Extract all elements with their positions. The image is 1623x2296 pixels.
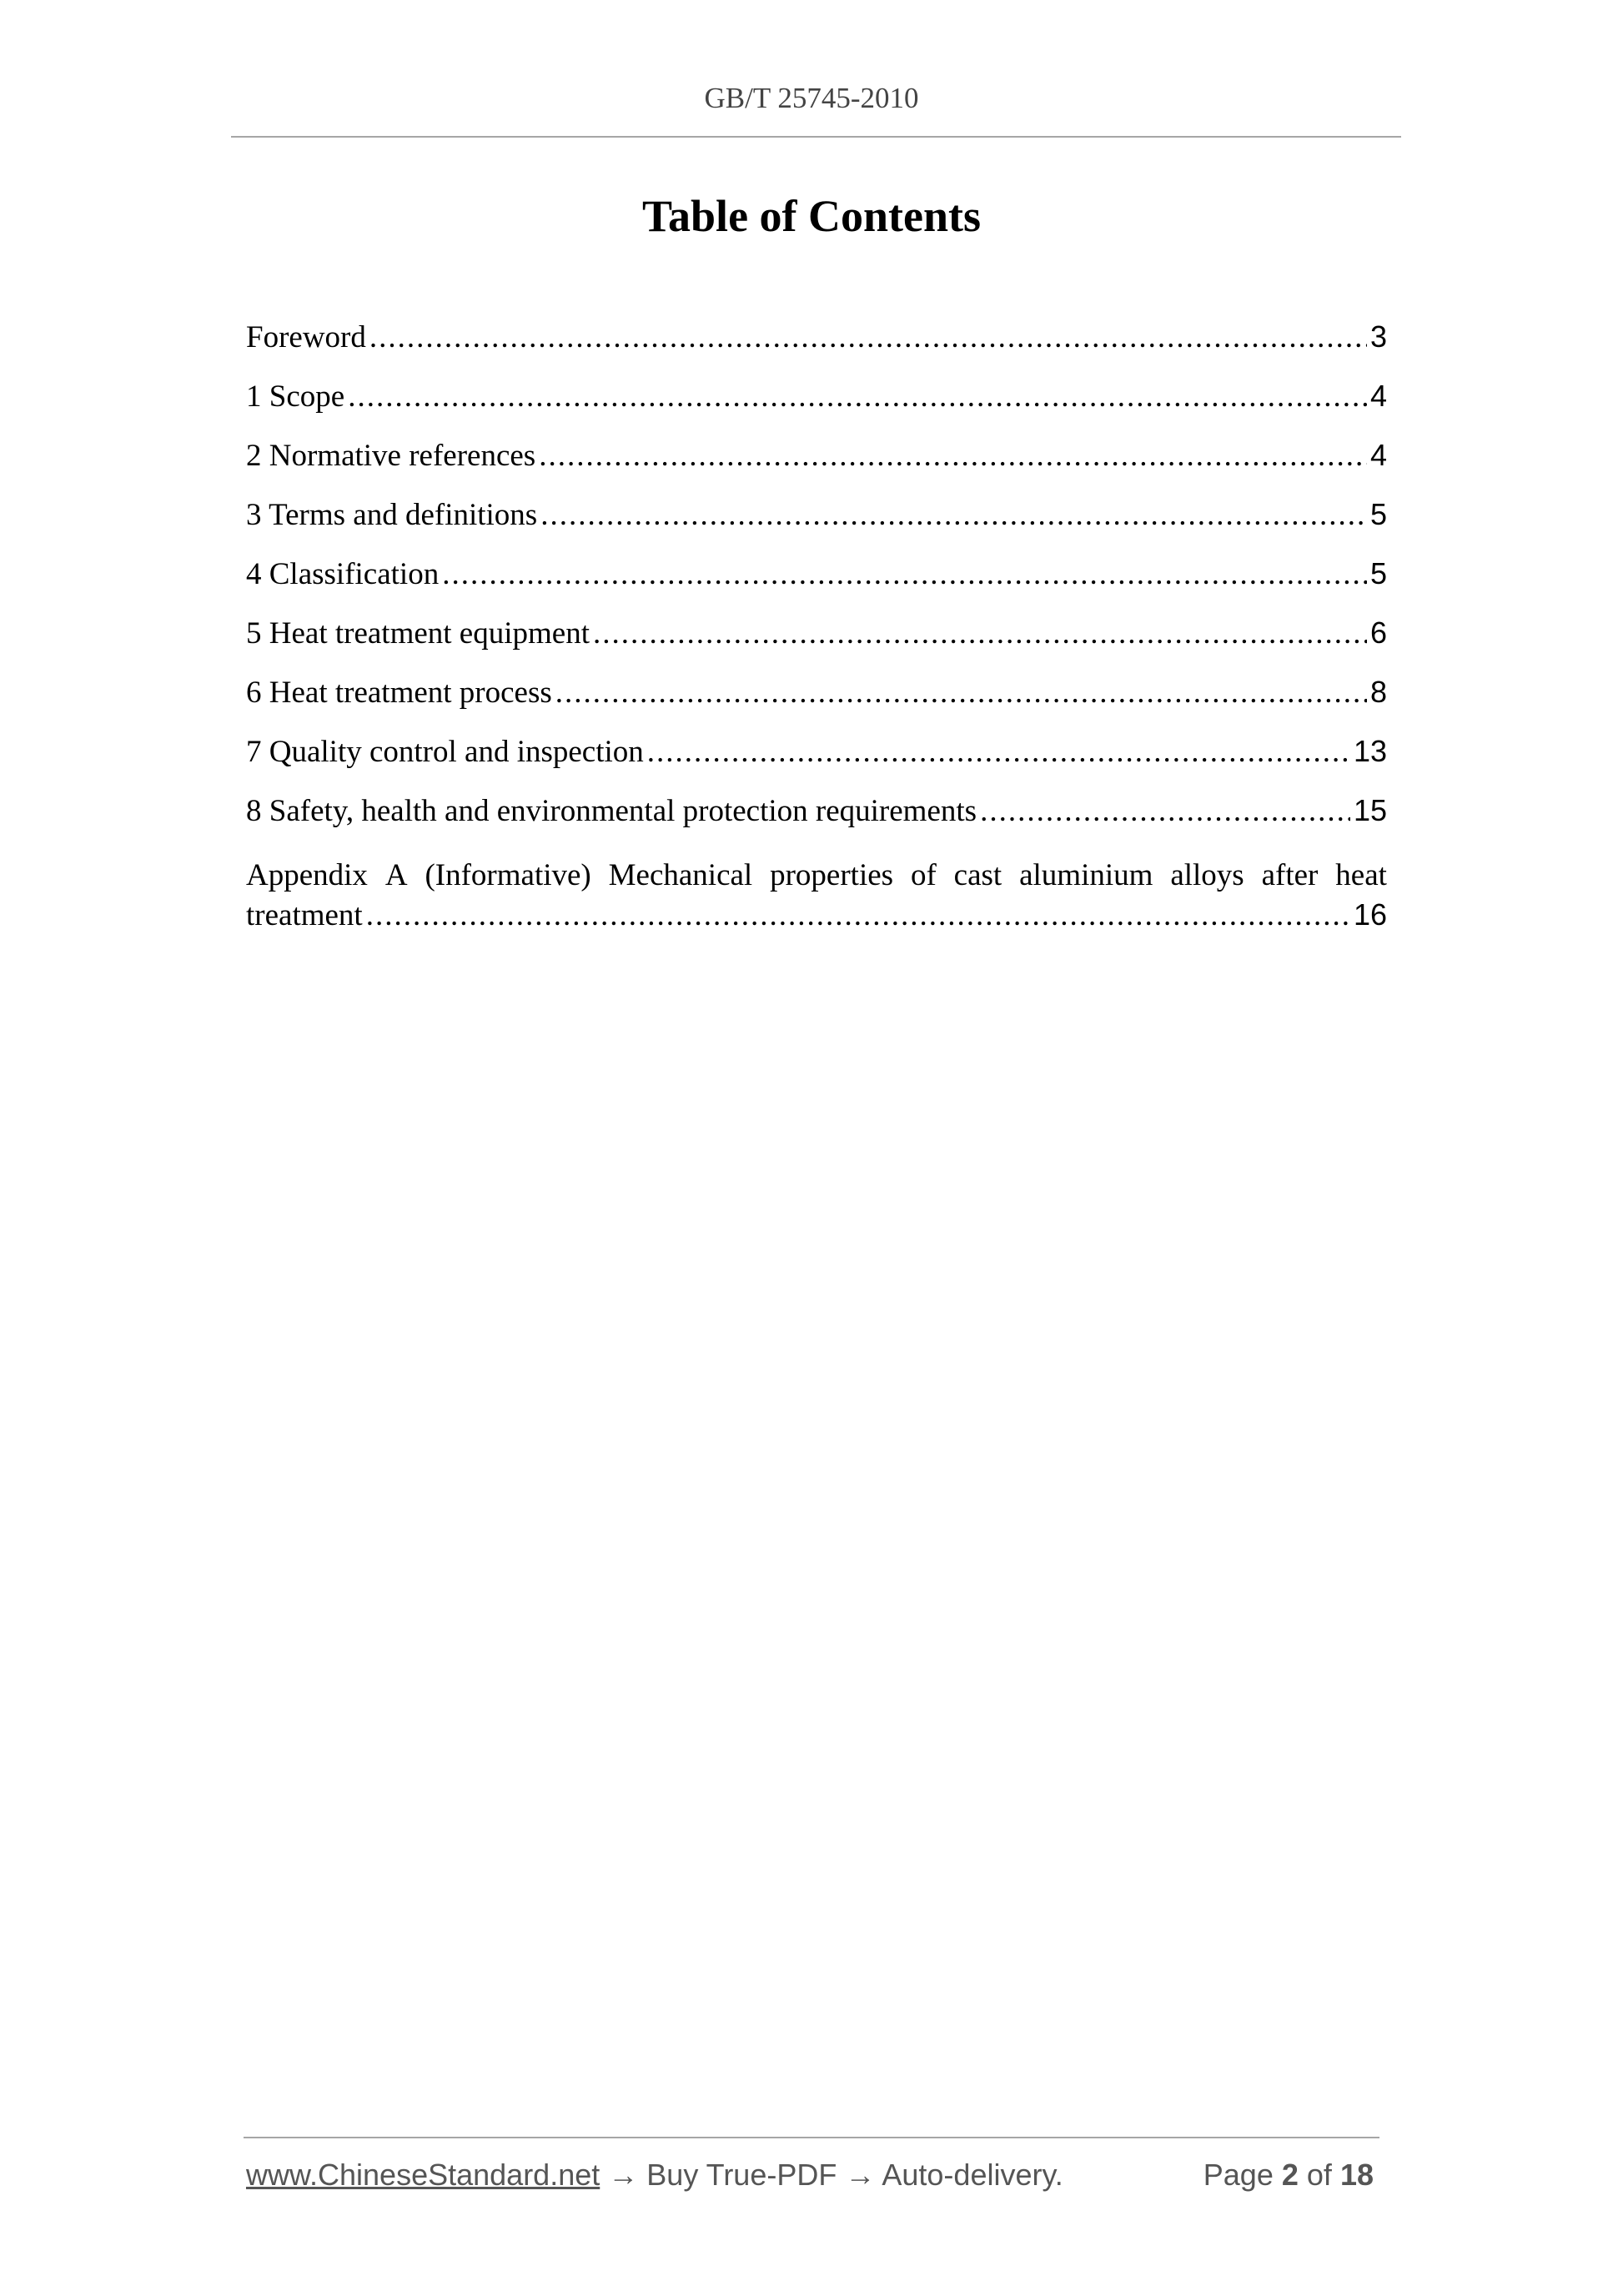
dot-leader — [647, 734, 1350, 770]
toc-entry-label: 8 Safety, health and environmental protection requirements — [246, 794, 977, 828]
page-footer — [246, 2158, 1380, 2198]
appendix-word: A — [384, 858, 408, 892]
appendix-word: Mechanical — [608, 858, 753, 892]
toc-entry-label: 2 Normative references — [246, 439, 536, 473]
toc-entry-label: 6 Heat treatment process — [246, 676, 552, 710]
page-title: Table of Contents — [641, 191, 982, 241]
dot-leader — [539, 438, 1367, 474]
toc-entry-label: treatment — [246, 898, 363, 932]
total-page-count: 18 — [1339, 2158, 1374, 2192]
toc-entry-label: 7 Quality control and inspection — [246, 735, 644, 769]
dot-leader — [980, 793, 1350, 829]
dot-leader — [369, 319, 1367, 355]
toc-entry-page: 5 — [1369, 556, 1387, 590]
toc-entry-page: 4 — [1369, 379, 1387, 413]
appendix-word: cast — [953, 858, 1002, 892]
toc-entry-page: 15 — [1353, 793, 1387, 827]
toc-entry-safety-health[interactable] — [246, 793, 1387, 852]
footer-divider — [244, 2137, 1379, 2138]
page-word: Page — [1203, 2158, 1274, 2192]
page-indicator — [1203, 2158, 1374, 2193]
dot-leader — [540, 497, 1367, 533]
appendix-word: Appendix — [246, 858, 368, 892]
arrow-right-icon: → — [845, 2158, 876, 2192]
toc-entry-label: Foreword — [246, 320, 366, 354]
appendix-word: of — [910, 858, 937, 892]
dot-leader — [348, 379, 1367, 414]
toc-entry-appendix-a[interactable] — [246, 854, 1387, 941]
dot-leader — [593, 615, 1367, 651]
current-page-number: 2 — [1281, 2158, 1299, 2192]
header-divider — [231, 136, 1401, 138]
buy-true-pdf-text: Buy True-PDF — [646, 2158, 837, 2192]
footer-promo — [246, 2158, 1063, 2193]
appendix-word: alloys — [1170, 858, 1244, 892]
toc-entry-label: 5 Heat treatment equipment — [246, 616, 590, 651]
toc-entry-page: 8 — [1369, 675, 1387, 709]
arrow-right-icon: → — [608, 2158, 639, 2192]
appendix-word: (Informative) — [425, 858, 591, 892]
appendix-word: aluminium — [1019, 858, 1153, 892]
document-code: GB/T 25745-2010 — [704, 82, 919, 114]
toc-entry-quality-control[interactable] — [246, 734, 1387, 793]
table-of-contents — [246, 319, 1387, 941]
toc-entry-label: 1 Scope — [246, 379, 345, 414]
of-word: of — [1306, 2158, 1332, 2192]
toc-entry-page: 13 — [1353, 734, 1387, 768]
dot-leader — [366, 897, 1350, 933]
dot-leader — [442, 556, 1367, 592]
toc-entry-classification[interactable] — [246, 556, 1387, 615]
toc-entry-terms-definitions[interactable] — [246, 497, 1387, 556]
toc-entry-foreword[interactable] — [246, 319, 1387, 379]
toc-entry-label: 4 Classification — [246, 557, 440, 591]
toc-entry-heat-treatment-process[interactable] — [246, 675, 1387, 734]
toc-entry-page: 5 — [1369, 497, 1387, 531]
toc-entry-page: 4 — [1369, 438, 1387, 472]
toc-entry-page: 6 — [1369, 615, 1387, 650]
toc-entry-page: 3 — [1369, 319, 1387, 354]
appendix-title-line — [246, 854, 1387, 897]
toc-entry-label: 3 Terms and definitions — [246, 498, 538, 532]
toc-entry-heat-treatment-equipment[interactable] — [246, 615, 1387, 675]
dot-leader — [555, 675, 1367, 711]
appendix-word: properties — [770, 858, 894, 892]
website-link[interactable]: www.ChineseStandard.net — [246, 2158, 600, 2192]
toc-entry-page: 16 — [1353, 897, 1387, 932]
appendix-continuation-line — [246, 897, 1387, 941]
appendix-word: heat — [1335, 858, 1387, 892]
appendix-word: after — [1261, 858, 1319, 892]
auto-delivery-text: Auto-delivery. — [882, 2158, 1063, 2192]
toc-entry-scope[interactable] — [246, 379, 1387, 438]
toc-entry-normative-references[interactable] — [246, 438, 1387, 497]
